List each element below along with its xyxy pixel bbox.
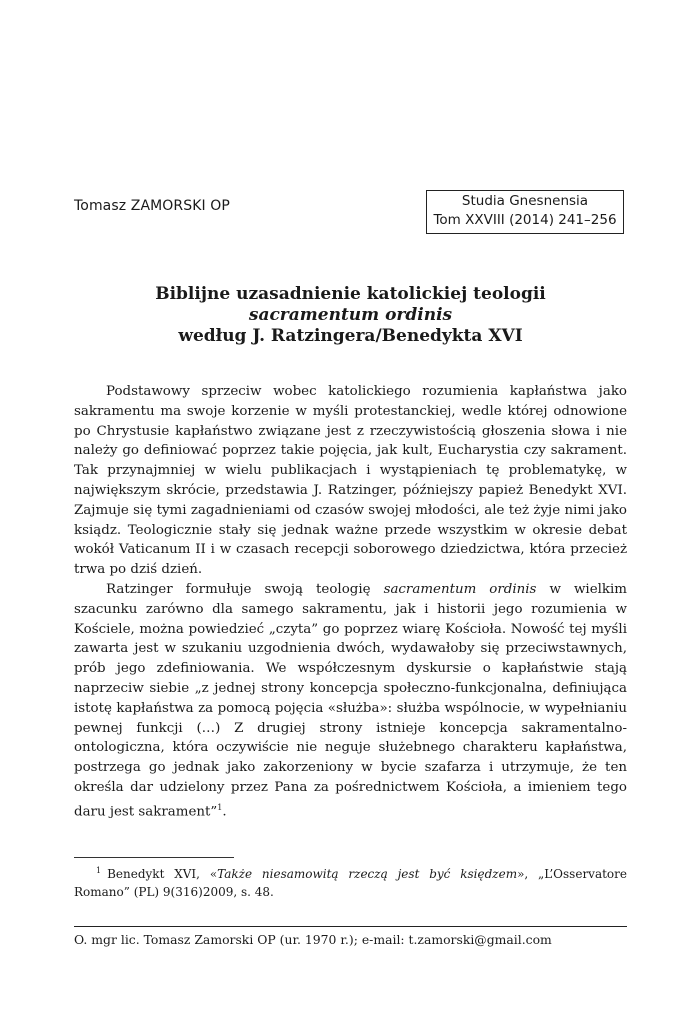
- footnote-text-a: Benedykt XVI, «: [107, 867, 218, 881]
- title-line-3: według J. Ratzingera/Benedykta XVI: [178, 326, 523, 346]
- paragraph-1: Podstawowy sprzeciw wobec katolickiego rozumienia kapłaństwa jako sakramentu ma swoje korzenie w myśli protestanckiej, wedle której odnowione po Chrystusie kapłaństwo związane jest z rzeczywistością głoszenia słowa i nie należy go definiować poprzez takie pojęcia, jak kult, Eucharystia czy sakrament. Tak przynajmniej w wielu publikacjach i wystąpieniach tę problematykę, w największym skrócie, przedstawia J. Ratzinger, późniejszy papież Benedykt XVI. Zajmuje się tymi zagadnieniami od czasów swojej młodości, ale też żyje nimi jako ksiądz. Teologicznie stały się jednak ważne przede wszystkim w okresie debat wokół Vaticanum II i w czasach recepcji soborowego dziedzictwa, która przecież trwa po dziś dzień.: [74, 384, 627, 578]
- paragraph-2-part-a: Ratzinger formułuje swoją teologię: [106, 581, 384, 597]
- title-line-1: Biblijne uzasadnienie katolickiej teologii: [155, 284, 546, 304]
- paragraph-2-end: .: [222, 804, 227, 820]
- footnote-number: 1: [96, 866, 102, 875]
- footnote-separator: [74, 857, 234, 858]
- author-affiliation: O. mgr lic. Tomasz Zamorski OP (ur. 1970 r.); e-mail: t.zamorski@gmail.com: [74, 932, 552, 947]
- title-line-2: sacramentum ordinis: [248, 305, 453, 325]
- author-name: Tomasz ZAMORSKI OP: [74, 198, 230, 214]
- bottom-divider: [74, 926, 627, 927]
- journal-name: Studia Gnesnensia: [461, 193, 589, 209]
- footnote-reference[interactable]: 1: [217, 802, 223, 812]
- paragraph-2-italic: sacramentum ordinis: [383, 581, 537, 597]
- paragraph-2-part-b: w wielkim szacunku zarówno dla samego sakramentu, jak i historii jego rozumienia w Kościele, można powiedzieć „czyta” go poprzez wiarę Kościoła. Nowość tej myśli zawarta jest w szukaniu uzgodnienia dwóch, wydawałoby się przeciwstawnych, prób jego zdefiniowania. We współczesnym dyskursie o kapłaństwie stają naprzeciw siebie „z jednej strony koncepcja społeczno-funkcjonalna, definiująca istotę kapłaństwa za pomocą pojęcia «służba»: służba wspólnocie, w wypełnianiu pewnej funkcji (…) Z drugiej strony istnieje koncepcja sakramentalno-ontologiczna, która oczywiście nie neguje służebnego charakteru kapłaństwa, postrzega go jednak jako zakorzeniony w bycie szafarza i utrzymuje, że ten określa dar udzielony przez Pana za pośrednictwem Kościoła, a imieniem tego daru jest sakrament”: [74, 581, 627, 820]
- paragraph-2: [74, 580, 627, 822]
- journal-citation-box: [426, 190, 624, 234]
- footnote-italic: Także niesamowitą rzeczą jest być księdzem: [217, 867, 518, 881]
- footnote: [74, 862, 627, 901]
- article-body: [74, 382, 627, 822]
- footnote-text-b: », „L’Osservatore Romano” (PL) 9(316)2009, s. 48.: [74, 867, 627, 899]
- article-title: [74, 284, 627, 347]
- journal-volume: Tom XXVIII (2014) 241–256: [433, 212, 617, 228]
